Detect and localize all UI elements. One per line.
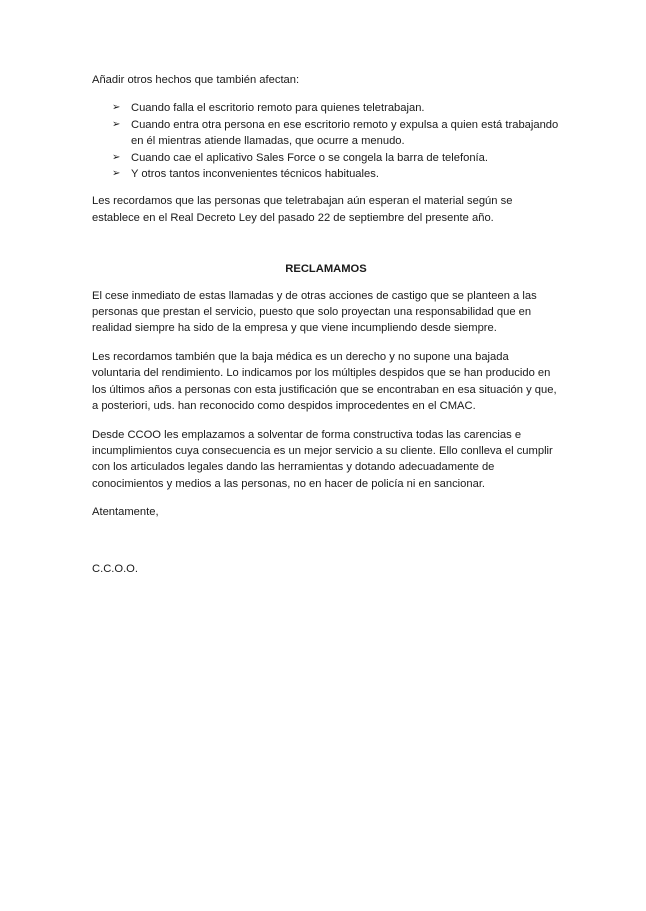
arrow-bullet-icon: ➢ [112, 118, 121, 130]
paragraph-ccoo: Desde CCOO les emplazamos a solventar de forma constructiva todas las carencias e incumplimientos cuya consecuencia es un mejor servicio a su cliente. Ello conlleva el cumplir con los articulados legales dando las herramientas y dotando adecuadamente de conocimientos y medios a las personas, no en hacer de policía ni en sancionar. [92, 428, 553, 490]
list-item-text: Y otros tantos inconvenientes técnicos habituales. [131, 168, 379, 181]
document-page [92, 72, 560, 577]
arrow-bullet-icon: ➢ [112, 151, 121, 163]
paragraph-baja-medica: Les recordamos también que la baja médica es un derecho y no supone una bajada voluntaria del rendimiento. Lo indicamos por los múltiples despidos que se han producido en los últimos años a personas con esta justificación que se encontraban en esa situación y que, a posteriori, uds. han reconocido como despidos improcedentes en el CMAC. [92, 350, 557, 413]
list-item [92, 150, 560, 166]
paragraph-cese: El cese inmediato de estas llamadas y de otras acciones de castigo que se planteen a las personas que prestan el servicio, puesto que solo proyectan una responsabilidad que en realidad siempre ha sido de la empresa y que viene incumpliendo desde siempre. [92, 289, 537, 335]
list-item-text: Cuando falla el escritorio remoto para quienes teletrabajan. [131, 102, 425, 115]
arrow-bullet-icon: ➢ [112, 168, 121, 180]
closing-text: Atentamente, [92, 506, 159, 519]
arrow-bullet-icon: ➢ [112, 102, 121, 114]
list-item [92, 100, 560, 116]
list-item [92, 117, 560, 150]
bullet-list [92, 100, 560, 182]
list-item-text: Cuando entra otra persona en ese escritorio remoto y expulsa a quien está trabajando en él mientras atiende llamadas, que ocurre a menudo. [131, 118, 559, 148]
list-item [92, 166, 560, 182]
list-item-text: Cuando cae el aplicativo Sales Force o se congela la barra de telefonía. [131, 151, 488, 164]
intro-text: Añadir otros hechos que también afectan: [92, 74, 300, 86]
material-paragraph: Les recordamos que las personas que teletrabajan aún esperan el material según se establece en el Real Decreto Ley del pasado 22 de septiembre del presente año. [92, 195, 513, 224]
signature: C.C.O.O. [92, 562, 138, 575]
section-heading: RECLAMAMOS [285, 263, 367, 276]
